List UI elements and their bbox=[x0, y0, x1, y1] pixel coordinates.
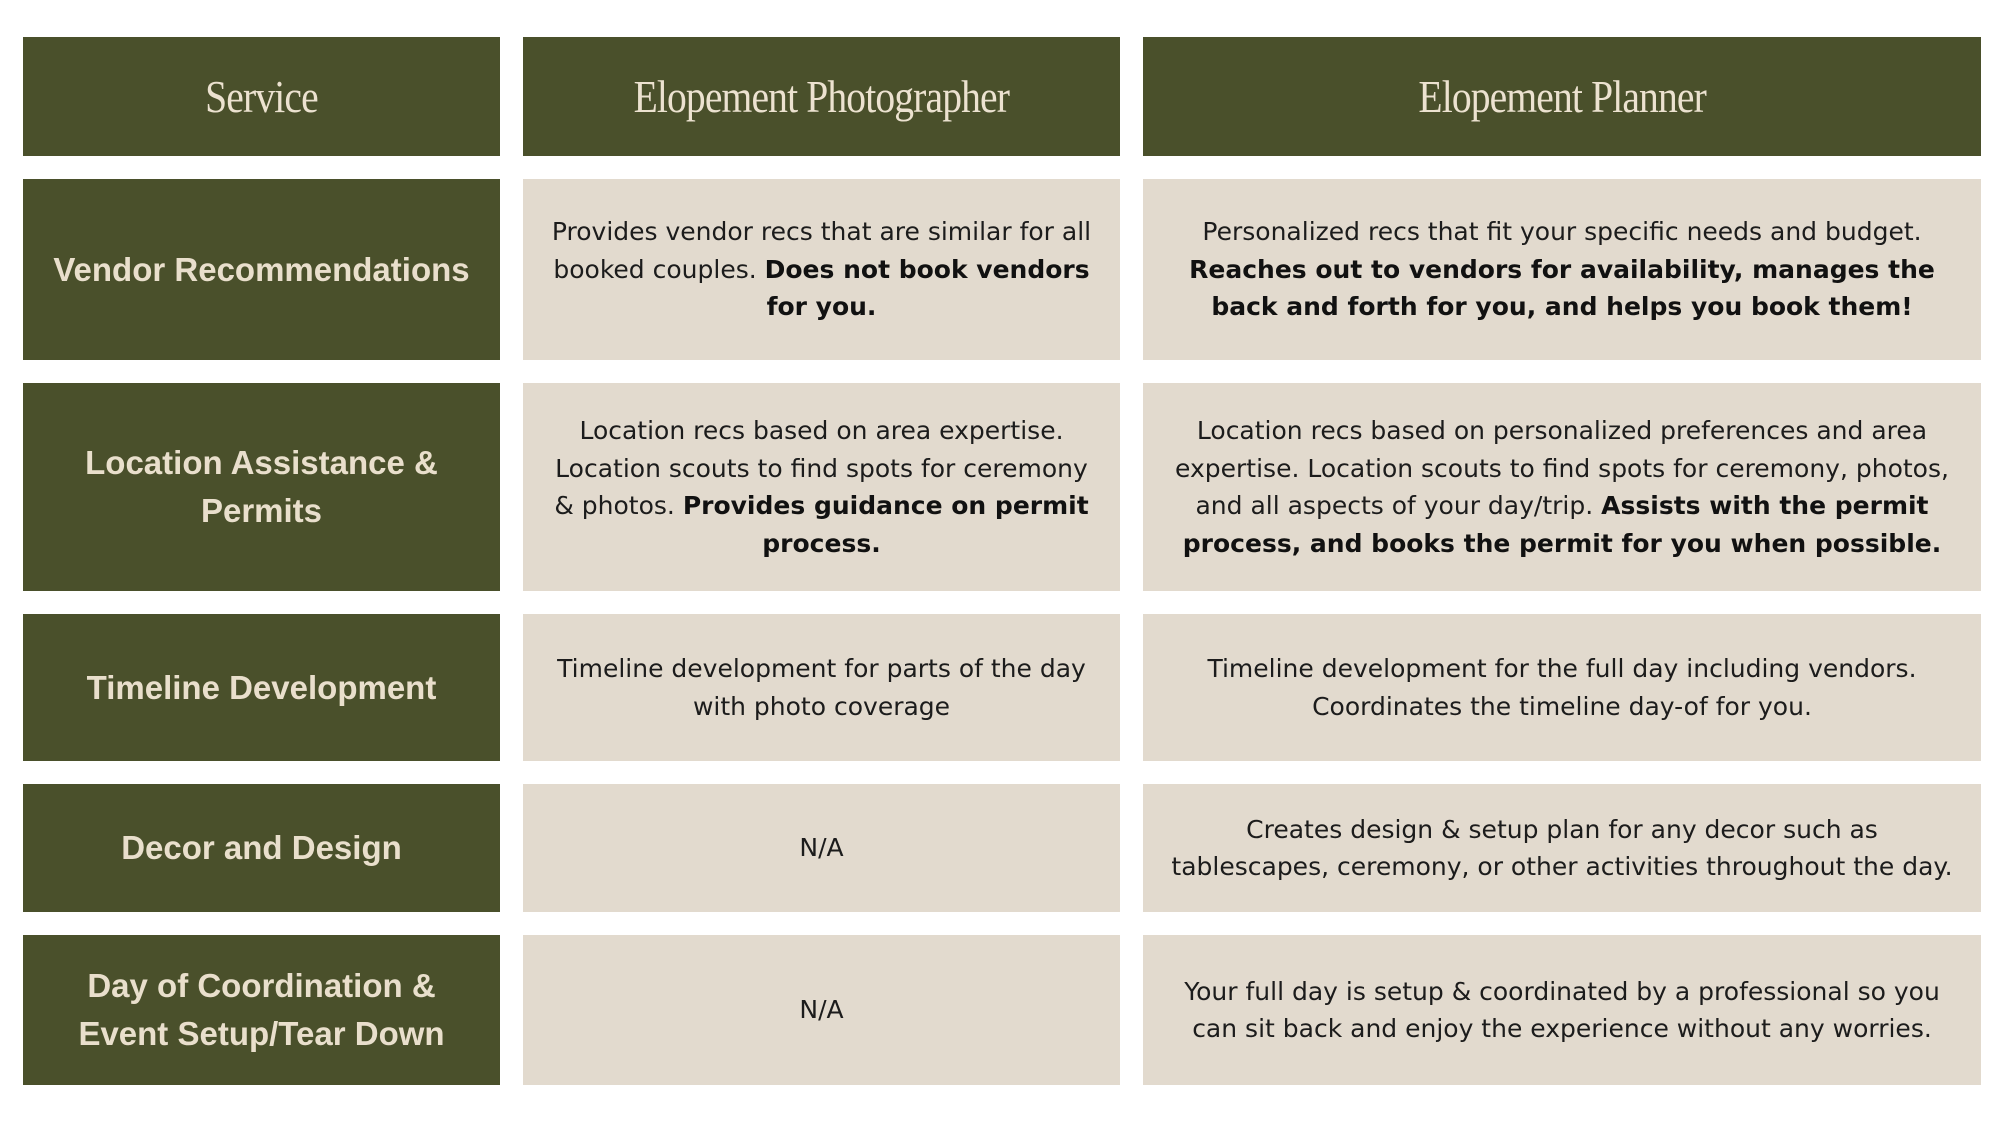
header-service-label: Service bbox=[205, 71, 318, 122]
planner-cell-decor-and-design bbox=[1143, 784, 1981, 912]
header-photographer bbox=[523, 37, 1120, 156]
header-planner bbox=[1143, 37, 1981, 156]
cell-text: N/A bbox=[799, 995, 844, 1025]
service-label-text: Decor and Design bbox=[121, 829, 402, 866]
service-label-text: Location Assistance & Permits bbox=[85, 444, 438, 529]
cell-text: Timeline development for the full day including vendors. Coordinates the timeline day-of for you. bbox=[1207, 654, 1917, 721]
header-photographer-label: Elopement Photographer bbox=[633, 71, 1010, 122]
planner-cell-day-of-coordination bbox=[1143, 935, 1981, 1085]
cell-bold-text: Provides guidance on permit process. bbox=[682, 491, 1089, 558]
cell-text: Your full day is setup & coordinated by a professional so you can sit back and enjoy the experience without any worries. bbox=[1184, 976, 1940, 1043]
service-label-vendor-recommendations bbox=[23, 179, 500, 360]
planner-cell-location-assistance bbox=[1143, 383, 1981, 591]
service-label-location-assistance bbox=[23, 383, 500, 591]
cell-text: Provides vendor recs that are similar for all booked couples. bbox=[551, 217, 1092, 284]
photographer-cell-day-of-coordination bbox=[523, 935, 1120, 1085]
photographer-cell-location-assistance bbox=[523, 383, 1120, 591]
planner-cell-timeline-development bbox=[1143, 614, 1981, 761]
cell-text: N/A bbox=[799, 833, 844, 863]
service-label-day-of-coordination bbox=[23, 935, 500, 1085]
service-label-text: Timeline Development bbox=[86, 668, 437, 706]
service-label-text: Vendor Recommendations bbox=[53, 250, 470, 288]
header-planner-label: Elopement Planner bbox=[1418, 71, 1706, 122]
cell-bold-text: Does not book vendors for you. bbox=[764, 254, 1090, 322]
cell-text: Location recs based on area expertise. Location scouts to find spots for ceremony & photos. bbox=[554, 416, 1088, 520]
photographer-cell-timeline-development bbox=[523, 614, 1120, 761]
service-label-decor-and-design bbox=[23, 784, 500, 912]
cell-bold-text: Assists with the permit process, and books the permit for you when possible. bbox=[1182, 491, 1942, 558]
cell-bold-text: Reaches out to vendors for availability, manages the back and forth for you, and helps you book them! bbox=[1189, 254, 1935, 322]
cell-text: Creates design & setup plan for any decor such as tablescapes, ceremony, or other activities throughout the day. bbox=[1171, 814, 1953, 881]
cell-text: Personalized recs that fit your specific needs and budget. bbox=[1202, 217, 1922, 247]
photographer-cell-decor-and-design bbox=[523, 784, 1120, 912]
cell-text: Timeline development for parts of the day with photo coverage bbox=[557, 654, 1086, 721]
planner-cell-vendor-recommendations bbox=[1143, 179, 1981, 360]
photographer-cell-vendor-recommendations bbox=[523, 179, 1120, 360]
service-label-text: Day of Coordination & Event Setup/Tear Down bbox=[78, 967, 445, 1052]
service-label-timeline-development bbox=[23, 614, 500, 761]
header-service bbox=[23, 37, 500, 156]
cell-text: Location recs based on personalized preferences and area expertise. Location scouts to find spots for ceremony, photos, and all aspects of your day/trip. bbox=[1175, 416, 1949, 520]
